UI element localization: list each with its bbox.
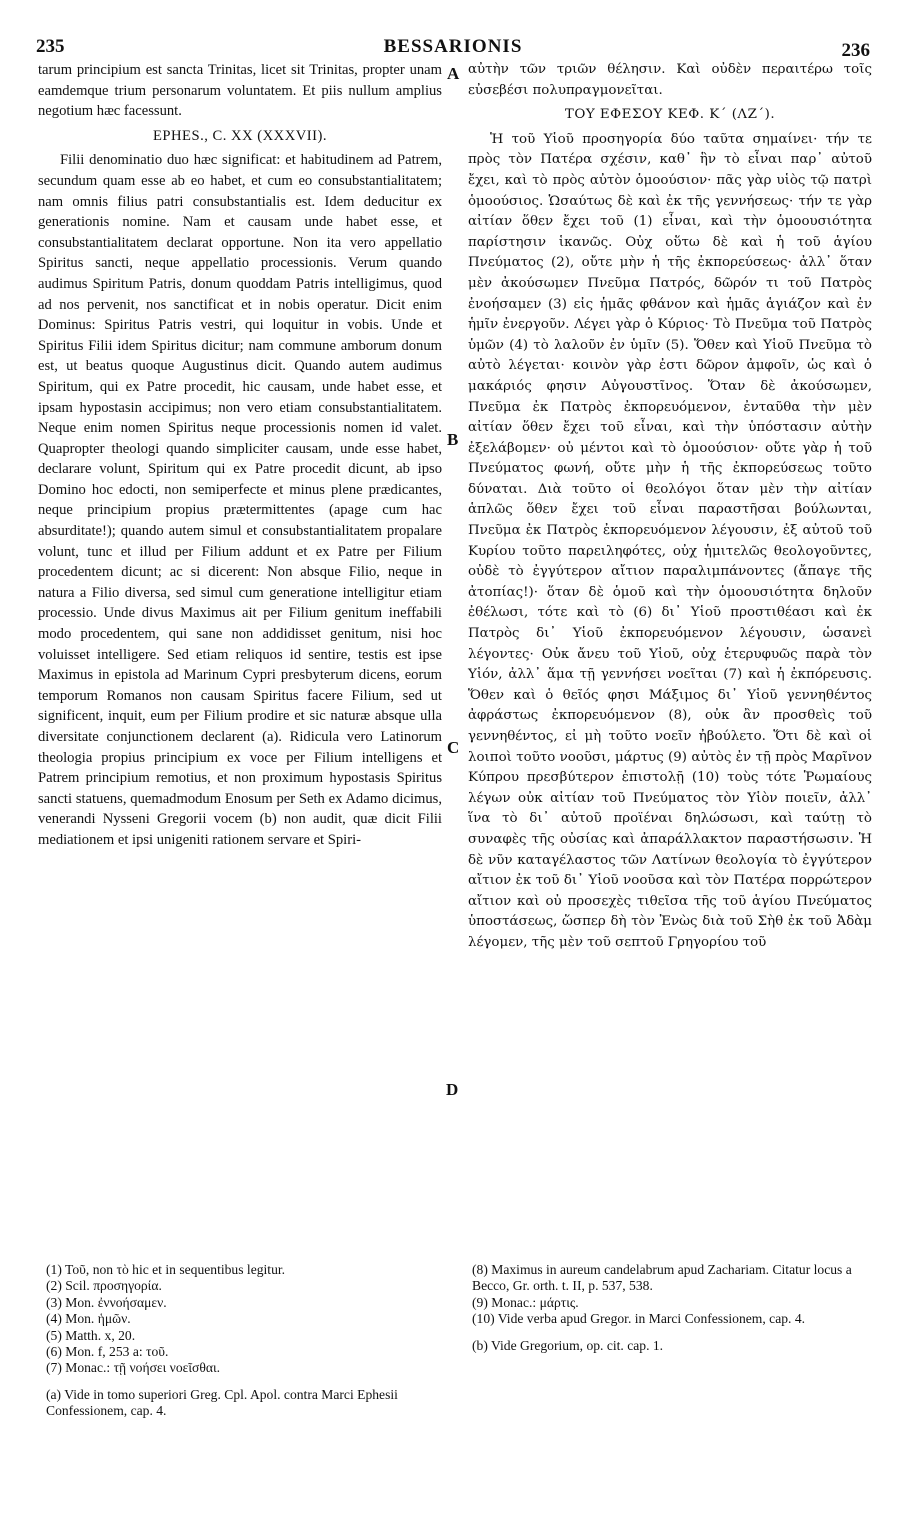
footnote: (6) Mon. f, 253 a: τοῦ.	[46, 1344, 169, 1360]
footnote-b: (b) Vide Gregorium, op. cit. cap. 1.	[472, 1337, 664, 1353]
page-number-left: 235	[36, 36, 65, 57]
latin-intro-text: tarum principium est sancta Trinitas, licet sit Trinitas, propter unam eamdemque trium personarum voluntatem. Et piis nullum amplius negotium hæc facessunt.	[38, 62, 442, 120]
greek-body-text: Ἡ τοῦ Υἱοῦ προσηγορία δύο ταῦτα σημαίνει· τήν τε πρὸς τὸν Πατέρα σχέσιν, καθ᾽ ἣν τὸ εἶναι παρ᾽ αὐτοῦ ἔχει, καὶ τὸ πρὸς αὐτὸν ὁμοούσιον· πᾶς γὰρ υἱὸς τῷ πατρὶ ὁμοούσιος. Ὡσαύτως δὲ καὶ ἐκ τῆς γεννήσεως· τήν τε γὰρ αἰτίαν ὅθεν ἔχει τοῦ (1) εἶναι, καὶ τὴν ὁμοουσιότητα παρίστησιν ἱκανῶς. Οὐχ οὕτω δὲ καὶ ἡ τοῦ ἁγίου Πνεύματος (2), οὔτε μὴν ἡ τῆς ἐκπορεύσεως· ἀλλ᾽ ὅταν μὲν ἀκούσωμεν Πνεῦμα Πατρός, δῶρόν τι τοῦ Πατρὸς ἐνοήσαμεν (3) εἰς ἡμᾶς φθάνον καὶ ἡμᾶς ἁγιάζον καὶ ἐν ἡμῖν ἐνεργοῦν. Λέγει γὰρ ὁ Κύριος· Τὸ Πνεῦμα τοῦ Πατρὸς ὑμῶν (4) τὸ λαλοῦν ἐν ὑμῖν (5). Ὅθεν καὶ Υἱοῦ Πνεῦμα τὸ αὐτὸ λέγεται· κοινὸν γὰρ ἐστι δῶρον ἀμφοῖν, ὡς καὶ ὁ μακάριός φησιν Αὐγουστῖνος. Ὅταν δὲ ἀκούσωμεν, Πνεῦμα ἐκ Πατρὸς ἐκπορευόμενον, ἐνταῦθα τὴν μὲν αἰτίαν ὅθεν ἔχει τοῦ εἶναι, καὶ τὴν ὑπόστασιν αὐτὴν ἐξελάβομεν· οὐ μέντοι καὶ τὸ ὁμοούσιον· οὔτε γὰρ ἡ τοῦ Πνεύματος φωνή, οὔτε μὴν ἡ τῆς ἐκπορεύσεως τοῦτο δύναται. Διὰ τοῦτο οἱ θεολόγοι ὅταν μὲν τὴν αἰτίαν ἁπλῶς ὅθεν ἔχει τοῦ εἶναι παραστῆσαι βούλωνται, Πνεῦμα ἐκ Πατρὸς ἐκπορευόμενον λέγουσιν, ἐξ αὐτοῦ τοῦ Κυρίου τοῦτο παρειληφότες, οὐχ ἡμιτελῶς θεολογοῦντες, οὐδὲ τὸ ἐγγύτερον αἴτιον παραλιμπάνοντες (ἄπαγε τῆς ἀτοπίας!)· ὅταν δὲ ὁμοῦ καὶ τὴν ὁμοουσιότητα δηλοῦν ἐθέλωσι, τότε καὶ τὸ (6) δι᾽ Υἱοῦ προστιθέασι καὶ ἐκ Πατρὸς δι᾽ Υἱοῦ ἐκπορευόμενον λέγουσιν, ὡσανεὶ λέγοντες· Οὐκ ἄνευ τοῦ Υἱοῦ, οὐχ ἑτερυφυῶς παρὰ τὸν Υἱόν, ἀλλ᾽ ἅμα τῇ γεννήσει νοεῖται (7) καὶ ἡ ἐκπόρευσις. Ὅθεν καὶ ὁ θεῖός φησι Μάξιμος δι᾽ Υἱοῦ γεννηθέντος ἀφράστως ἐκπορευόμενον (8), οὐκ ἂν προσθεὶς τοῦ γεννηθέντος, εἰ μὴ τοῦτο νοεῖν ἠβούλετο. Ὅτι δὲ καὶ οἱ λοιποὶ τοῦτο νοοῦσι, μάρτυς (9) αὐτὸς ἐν τῇ πρὸς Μαρῖνον Κύπρου πρεσβύτερον ἐπιστολῇ (10) τοὺς τότε Ῥωμαίους λέγων οὐκ αἰτίαν τοῦ Πνεύματος τὸν Υἱὸν ποιεῖν, ἀλλ᾽ ἵνα τὸ δι᾽ αὐτοῦ προϊέναι δηλώσωσι, καὶ ταύτῃ τὸ συναφὲς τῆς οὐσίας καὶ ἀπαράλλακτον παραστήσωσιν. Ἡ δὲ νῦν καταγέλαστος τῶν Λατίνων θεολογία τὸ ἐγγύτερον αἴτιον ἐκ τοῦ δι᾽ Υἱοῦ νοοῦσα καὶ τὸν Πατέρα πορρώτερον αἴτιον καὶ οὐ προσεχὲς τιθεῖσα τῆς τοῦ ἁγίου Πνεύματος ὑποστάσεως, ὥσπερ δὴ τὸν Ἐνὼς διὰ τοῦ Σὴθ ἐκ τοῦ Ἀδὰμ λέγομεν, τῆς μὲν τοῦ σεπτοῦ Γρηγορίου τοῦ	[468, 131, 872, 950]
latin-section-heading: EPHES., C. XX (XXXVII).	[152, 127, 328, 144]
footnote: (5) Matth. x, 20.	[46, 1327, 136, 1343]
footnotes-left	[46, 1262, 442, 1420]
footnote-a: (a) Vide in tomo superiori Greg. Cpl. Apol. contra Marci Ephesii Confessionem, cap. 4.	[46, 1386, 398, 1419]
footnotes-right	[472, 1262, 872, 1354]
footnote: (10) Vide verba apud Gregor. in Marci Confessionem, cap. 4.	[472, 1311, 806, 1327]
margin-marker-c: C	[447, 738, 460, 757]
margin-marker-d: D	[446, 1080, 459, 1099]
latin-column	[38, 60, 442, 851]
running-title: BESSARIONIS	[383, 36, 523, 57]
footnote: (1) Τοῦ, non τὸ hic et in sequentibus legitur.	[46, 1262, 286, 1277]
footnote: (8) Maximus in aureum candelabrum apud Zachariam. Citatur locus a Becco, Gr. orth. t. II, p. 537, 538.	[472, 1262, 852, 1294]
greek-column	[468, 60, 872, 954]
greek-section-heading: ΤΟΥ ΕΦΕΣΟΥ ΚΕΦ. Κ΄ (ΛΖ΄).	[564, 107, 776, 123]
margin-marker-a: A	[447, 64, 460, 83]
latin-body-text: Filii denominatio duo hæc significat: et habitudinem ad Patrem, secundum quam esse ab eo habet, et cum eo consubstantialitatem; nam omnis filius patri consubstantialis est. Idem deducitur ex generationis nomine. Nam et causam unde habet esse, et consubstantialitatem declarat opportune. Non ita vero appellatio Spiritus sancti, neque appellatio processionis. Verum quando audimus Spiritum Patris, donum quoddam Patris intelligimus, quod ad nos pervenit, nos sanctificat et in nobis operatur. Dicit enim Dominus: Spiritus Patris vestri, qui loquitur in vobis. Unde et Spiritus Filii idem Spiritus dicitur; nam commune amborum donum est, ut beatus quoque Augustinus dicit. Quando autem audimus Spiritum, qui ex Patre procedit, hic causam, unde habet esse, et ipsam hypostasin accipimus; non vero etiam consubstantialitatem. Neque enim nomen Spiritus neque processionis nomen id valet. Quapropter theologi quando simpliciter causam, unde esse habet, declarare volunt, Spiritum qui ex Patre procedit dicunt, ab ipso Domino hoc edocti, non semiperfecte et minus plene prædicantes, neque principium propius prætermittentes (apage cum hac absurditate!); quando autem simul et consubstantialitatem propalare volunt, tunc et illud per Filium addunt et ex Patre per Filium procedentem dicunt; ac si dicerent: Non absque Filio, neque in natura a Filio diversa, sed simul cum generatione intelligitur etiam processio. Unde divus Maximus ait per Filium genitum ineffabili modo procedentem, qui sane non addidisset genitum, nisi hoc voluisset intelligere. Sed etiam reliquos id sentire, testis est ipse Maximus in epistola ad Marinum Cypri presbyterum dicens, eorum temporum Romanos non causam Spiritus facere Filium, sed ut significent, inquit, eum per Filium prodire et sic naturæ absque ulla diversitate conjunctionem declarent (a). Ridicula vero Latinorum theologia propius principium ex voce per Filium intelligens et Patrem principium remotius, et non proximum hypostasis Spiritus sancti statuens, quemadmodum Enosum per Seth ex Adamo dicimus, venerandi Nysseni Gregorii vocem (b) non audit, quæ dicit Filii mediationem et ipsi unigeniti rationem servare et Spiri-	[38, 152, 442, 848]
footnote: (9) Monac.: μάρτις.	[472, 1294, 579, 1310]
running-header	[36, 36, 870, 62]
page-number-right: 236	[841, 40, 870, 61]
footnote: (4) Mon. ἡμῶν.	[46, 1311, 131, 1327]
footnote: (3) Mon. ἐννοήσαμεν.	[46, 1294, 167, 1310]
footnote: (7) Monac.: τῇ νοήσει νοεῖσθαι.	[46, 1360, 221, 1376]
greek-intro-text: αὐτὴν τῶν τριῶν θέλησιν. Καὶ οὐδὲν περαιτέρω τοῖς εὐσεβέσι πολυπραγμονεῖται.	[468, 62, 872, 98]
margin-marker-b: B	[447, 430, 459, 449]
footnote: (2) Scil. προσηγορία.	[46, 1278, 162, 1294]
